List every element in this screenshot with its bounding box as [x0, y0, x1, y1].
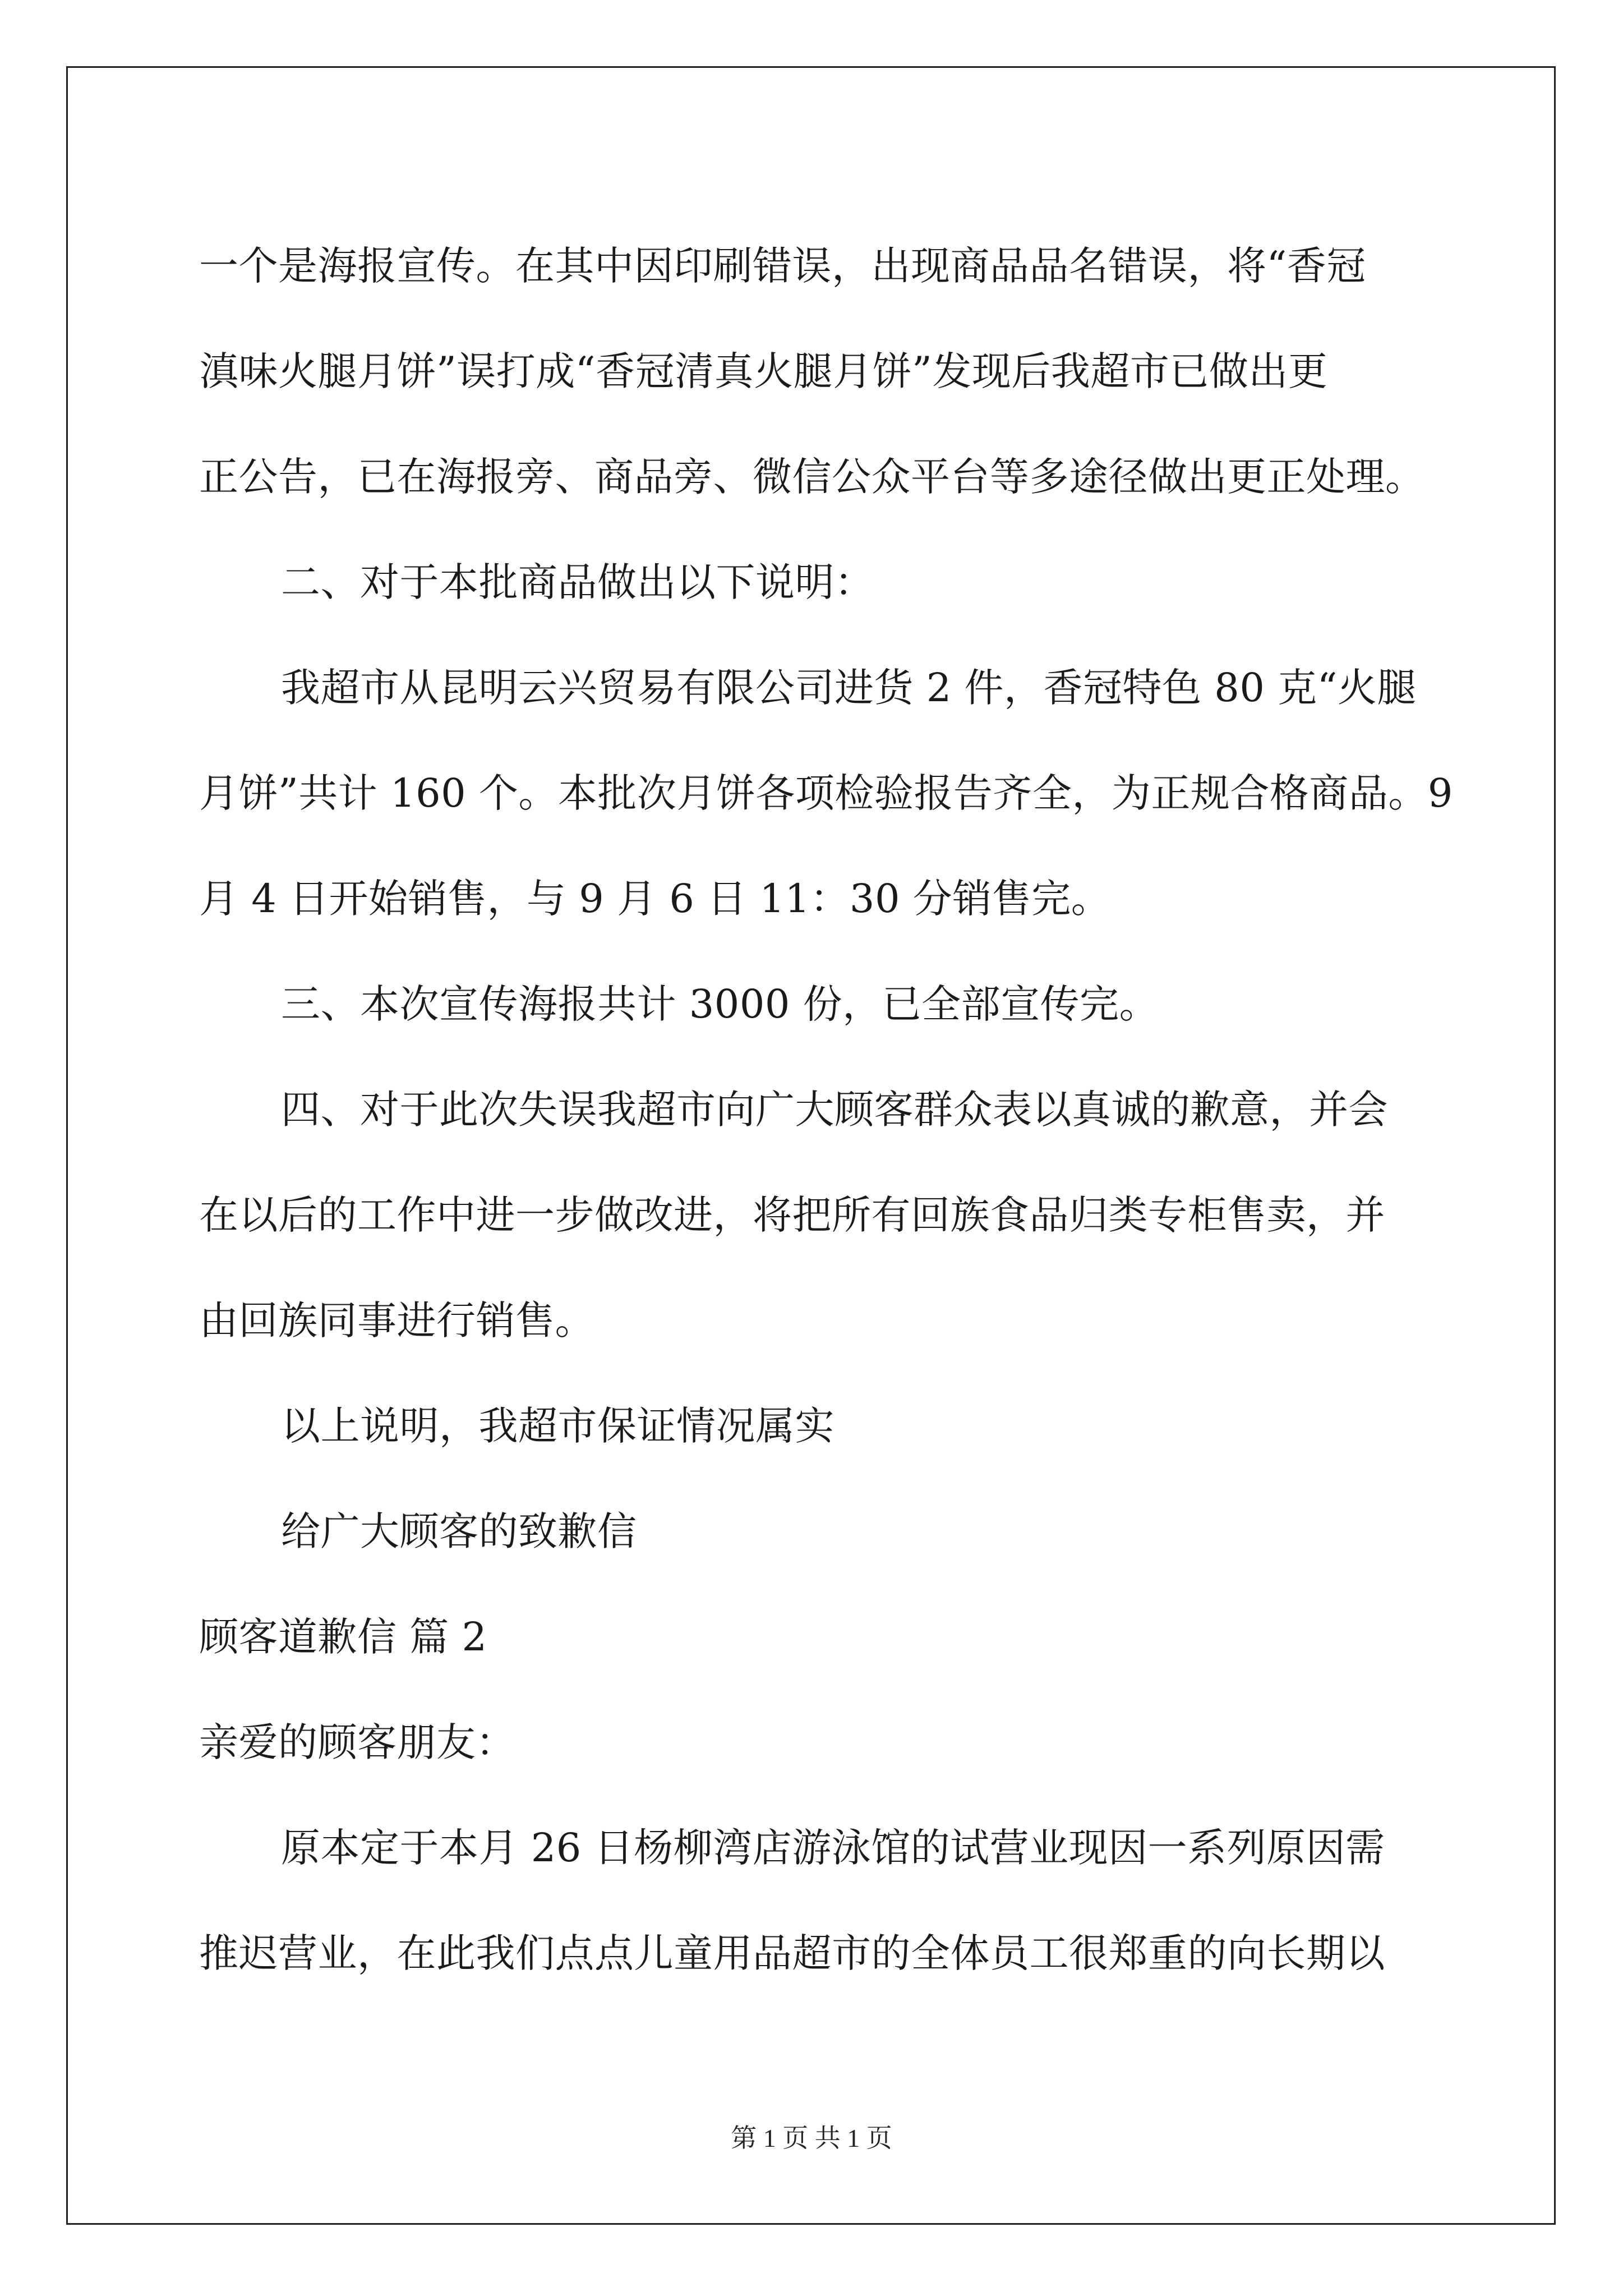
page-footer: 第 1 页 共 1 页 — [731, 2124, 892, 2152]
text-line: 给广大顾客的致歉信 — [281, 1508, 637, 1554]
text-line: 二、对于本批商品做出以下说明： — [281, 559, 874, 605]
text-line: 推迟营业，在此我们点点儿童用品超市的全体员工很郑重的向长期以 — [199, 1930, 1385, 1976]
text-line: 以上说明，我超市保证情况属实 — [281, 1403, 834, 1449]
document-body — [199, 213, 1489, 2006]
text-line: 滇味火腿月饼”误打成“香冠清真火腿月饼”发现后我超市已做出更 — [199, 348, 1328, 394]
text-line: 在以后的工作中进一步做改进，将把所有回族食品归类专柜售卖，并 — [199, 1192, 1385, 1238]
text-line: 我超市从昆明云兴贸易有限公司进货 2 件，香冠特色 80 克“火腿 — [281, 665, 1417, 711]
text-block — [199, 213, 1489, 2006]
text-line: 月饼”共计 160 个。本批次月饼各项检验报告齐全，为正规合格商品。9 — [199, 770, 1453, 816]
text-line: 一个是海报宣传。在其中因印刷错误，出现商品品名错误，将“香冠 — [199, 243, 1366, 289]
text-line: 原本定于本月 26 日杨柳湾店游泳馆的试营业现因一系列原因需 — [281, 1825, 1385, 1871]
text-line: 正公告，已在海报旁、商品旁、微信公众平台等多途径做出更正处理。 — [199, 454, 1425, 500]
text-line: 三、本次宣传海报共计 3000 份，已全部宣传完。 — [281, 981, 1159, 1027]
section-heading: 顾客道歉信 篇 2 — [199, 1614, 487, 1660]
text-line: 由回族同事进行销售。 — [199, 1297, 594, 1343]
salutation: 亲爱的顾客朋友： — [199, 1719, 515, 1765]
text-line: 四、对于此次失误我超市向广大顾客群众表以真诚的歉意，并会 — [281, 1087, 1388, 1133]
text-line: 月 4 日开始销售，与 9 月 6 日 11：30 分销售完。 — [199, 876, 1111, 922]
